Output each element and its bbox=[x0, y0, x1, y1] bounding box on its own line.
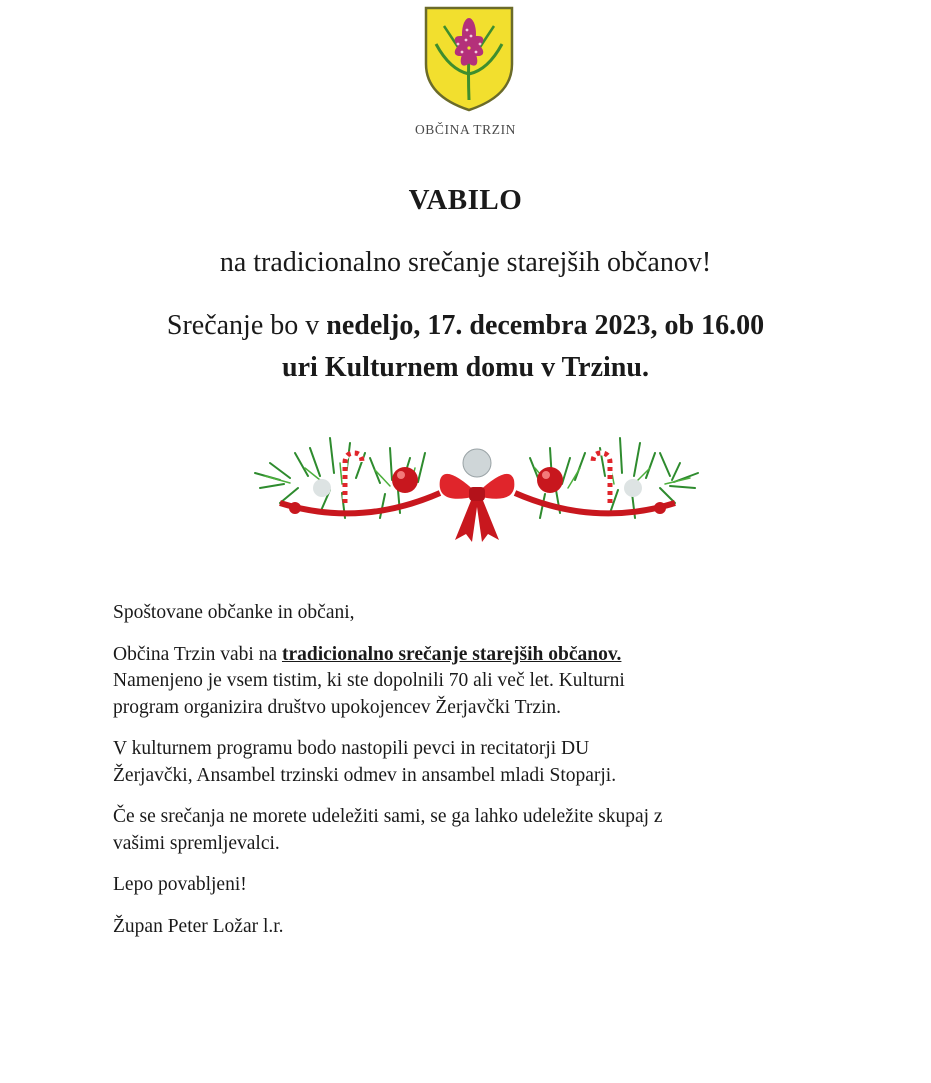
paragraph-1 bbox=[113, 642, 853, 722]
invitation-title: VABILO bbox=[408, 184, 523, 216]
event-highlight: tradicionalno srečanje starejših občanov. bbox=[281, 643, 622, 665]
coat-of-arms-icon bbox=[422, 4, 516, 114]
christmas-garland-icon bbox=[250, 418, 705, 548]
event-location: uri Kulturnem domu v Trzinu. bbox=[282, 352, 649, 383]
paragraph-1-line3: program organizira društvo upokojencev Žerjavčki Trzin. bbox=[113, 696, 562, 718]
municipality-name: OBČINA TRZIN bbox=[414, 122, 517, 137]
event-details bbox=[0, 305, 931, 389]
event-date: nedeljo, 17. decembra 2023, ob 16.00 bbox=[326, 310, 765, 341]
paragraph-3 bbox=[113, 804, 853, 857]
paragraph-2 bbox=[113, 736, 853, 789]
paragraph-3-line2: vašimi spremljevalci. bbox=[113, 832, 280, 854]
greeting: Spoštovane občanke in občani, bbox=[113, 602, 355, 623]
paragraph-2-line1: V kulturnem programu bodo nastopili pevci in recitatorji DU bbox=[113, 738, 590, 759]
invitation-subtitle: na tradicionalno srečanje starejših občanov! bbox=[219, 247, 712, 278]
closing: Lepo povabljeni! bbox=[113, 874, 247, 895]
signature: Župan Peter Ložar l.r. bbox=[113, 915, 284, 937]
event-details-line2 bbox=[0, 347, 931, 389]
event-details-prefix: Srečanje bo v bbox=[166, 310, 327, 341]
letter-body bbox=[113, 600, 853, 955]
paragraph-1-start: Občina Trzin vabi na bbox=[113, 643, 282, 665]
paragraph-2-line2: Žerjavčki, Ansambel trzinski odmev in ansambel mladi Stoparji. bbox=[113, 764, 617, 786]
event-details-line1 bbox=[0, 305, 931, 347]
paragraph-1-line2: Namenjeno je vsem tistim, ki ste dopolnili 70 ali več let. Kulturni bbox=[113, 670, 625, 691]
paragraph-3-line1: Če se srečanja ne morete udeležiti sami, se ga lahko udeležite skupaj z bbox=[113, 806, 663, 827]
